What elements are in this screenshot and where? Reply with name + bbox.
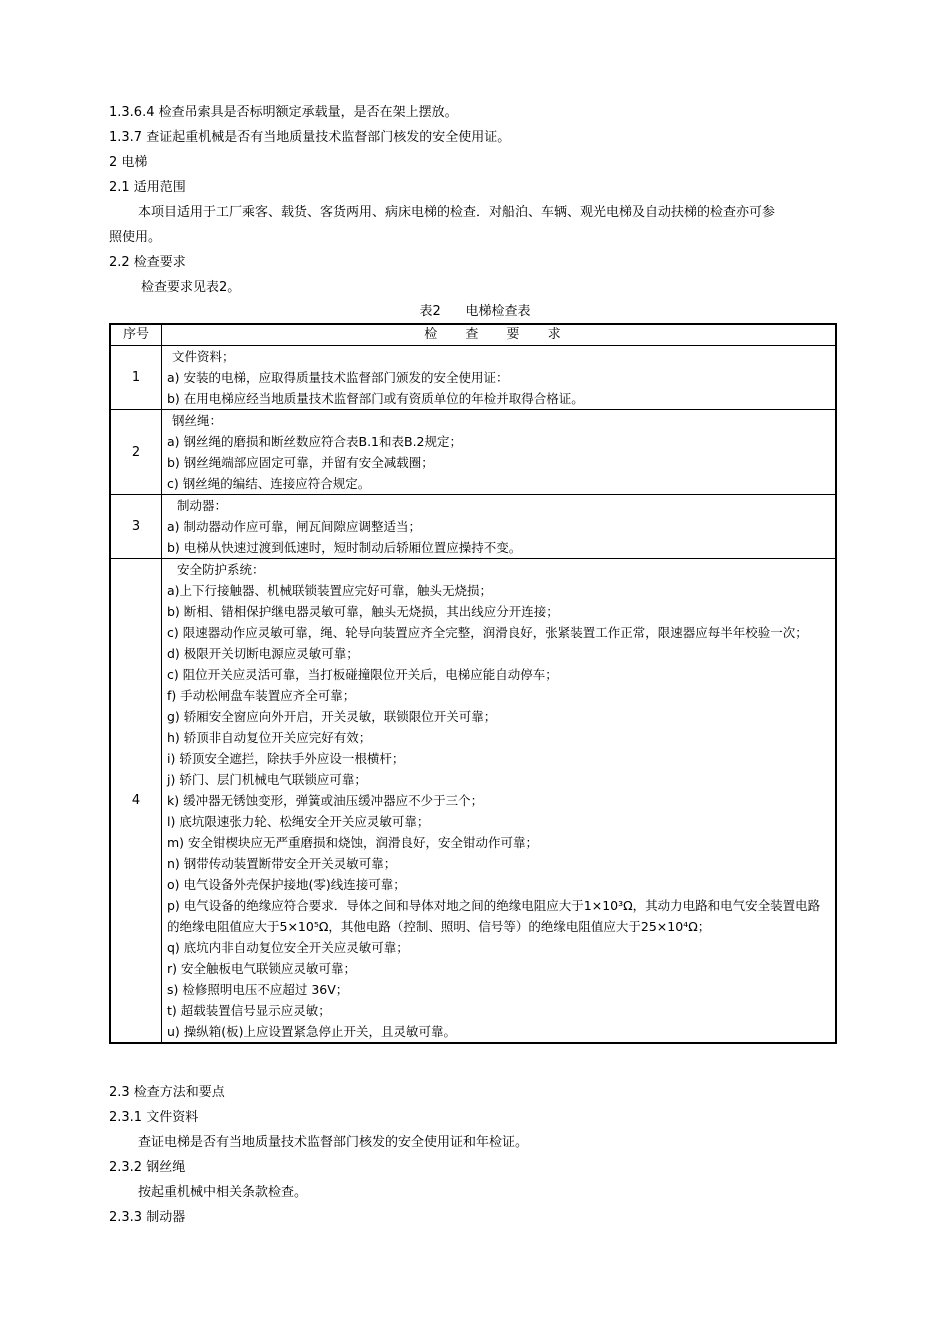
list-item: b) 断相、错相保护继电器灵敏可靠，触头无烧损，其出线应分开连接； [167,604,559,619]
section-2-3-2-heading: 2.3.2 钢丝绳 [109,1160,186,1175]
row-number: 4 [110,559,162,1044]
table-row [110,559,836,1044]
list-item: m) 安全钳楔块应无严重磨损和烧蚀，润滑良好，安全钳动作可靠； [167,835,539,850]
list-item: k) 缓冲器无锈蚀变形，弹簧或油压缓冲器应不少于三个； [167,793,484,808]
section-2-3-3-heading: 2.3.3 制动器 [109,1210,186,1225]
list-item: a) 安装的电梯，应取得质量技术监督部门颁发的安全使用证： [167,370,509,385]
row-requirements [162,559,837,1044]
list-item: b) 钢丝绳端部应固定可靠，并留有安全减载圈； [167,455,434,470]
section-2-2-heading: 2.2 检查要求 [109,255,186,270]
scope-paragraph-line2: 照使用。 [109,230,162,245]
requirements-reference: 检查要求见表2。 [141,280,241,295]
list-item: f) 手动松闸盘车装置应齐全可靠； [167,688,356,703]
list-item: s) 检修照明电压不应超过 36V； [167,982,349,997]
table-row [110,410,836,495]
list-item: c) 限速器动作应灵敏可靠，绳、轮导向装置应齐全完整，润滑良好，张紧装置工作正常，限速器应每半年校验一次； [167,625,808,640]
list-item: c) 阻位开关应灵活可靠，当打板碰撞限位开关后，电梯应能自动停车； [167,667,558,682]
list-item: t) 超载装置信号显示应灵敏； [167,1003,331,1018]
list-item: b) 电梯从快速过渡到低速时，短时制动后轿厢位置应操持不变。 [167,540,522,555]
row-number: 3 [110,495,162,559]
row-number: 1 [110,346,162,410]
list-item: o) 电气设备外壳保护接地(零)线连接可靠； [167,877,406,892]
section-2-heading: 2 电梯 [109,155,148,170]
list-item: j) 轿门、层门机械电气联锁应可靠； [167,772,367,787]
list-item: q) 底坑内非自动复位安全开关应灵敏可靠； [167,940,409,955]
list-item: g) 轿厢安全窗应向外开启，开关灵敏，联锁限位开关可靠； [167,709,497,724]
scope-paragraph-line1: 本项目适用于工厂乘客、载货、客货两用、病床电梯的检查．对船泊、车辆、观光电梯及自动扶梯的检查亦可参 [138,205,776,220]
clause-1-3-7: 1.3.7 查证起重机械是否有当地质量技术监督部门核发的安全使用证。 [109,130,511,145]
document-check-paragraph: 查证电梯是否有当地质量技术监督部门核发的安全使用证和年检证。 [138,1135,529,1150]
list-item: n) 钢带传动装置断带安全开关灵敏可靠； [167,856,397,871]
list-item: p) 电气设备的绝缘应符合要求．导体之间和导体对地之间的绝缘电阻应大于1×10³Ω，其动力电路和电气安全装置电路的绝缘电阻值应大于5×10⁵Ω，其他电路（控制、照明、信号等）的绝缘电阻值应大于25×10⁴Ω； [167,898,821,934]
rope-check-paragraph: 按起重机械中相关条款检查。 [138,1185,308,1200]
list-item: u) 操纵箱(板)上应设置紧急停止开关，且灵敏可靠。 [167,1024,457,1039]
table-caption: 表2 电梯检查表 [419,304,531,319]
elevator-inspection-table [109,323,837,1044]
list-item: 钢丝绳： [172,413,223,428]
row-requirements [162,410,837,495]
section-2-3-heading: 2.3 检查方法和要点 [109,1085,225,1100]
header-requirements: 检 查 要 求 [162,324,837,346]
list-item: b) 在用电梯应经当地质量技术监督部门或有资质单位的年检并取得合格证。 [167,391,584,406]
list-item: 制动器： [177,498,228,513]
header-number: 序号 [110,324,162,346]
table-row [110,346,836,410]
row-number: 2 [110,410,162,495]
list-item: i) 轿顶安全遮拦，除扶手外应设一根横杆； [167,751,405,766]
row-requirements [162,346,837,410]
list-item: d) 极限开关切断电源应灵敏可靠； [167,646,359,661]
section-2-1-heading: 2.1 适用范围 [109,180,186,195]
list-item: c) 钢丝绳的编结、连接应符合规定。 [167,476,371,491]
row-requirements [162,495,837,559]
table-header-row [110,324,836,346]
list-item: a) 钢丝绳的磨损和断丝数应符合表B.1和表B.2规定； [167,434,463,449]
list-item: 安全防护系统： [177,562,265,577]
list-item: h) 轿顶非自动复位开关应完好有效； [167,730,372,745]
table-row [110,495,836,559]
list-item: r) 安全触板电气联锁应灵敏可靠； [167,961,356,976]
list-item: 文件资料； [172,349,235,364]
list-item: a) 制动器动作应可靠，闸瓦间隙应调整适当； [167,519,422,534]
section-2-3-1-heading: 2.3.1 文件资料 [109,1110,199,1125]
clause-1-3-6-4: 1.3.6.4 检查吊索具是否标明额定承载量，是否在架上摆放。 [109,105,458,120]
list-item: l) 底坑限速张力轮、松绳安全开关应灵敏可靠； [167,814,430,829]
list-item: a)上下行接触器、机械联锁装置应完好可靠，触头无烧损； [167,583,493,598]
